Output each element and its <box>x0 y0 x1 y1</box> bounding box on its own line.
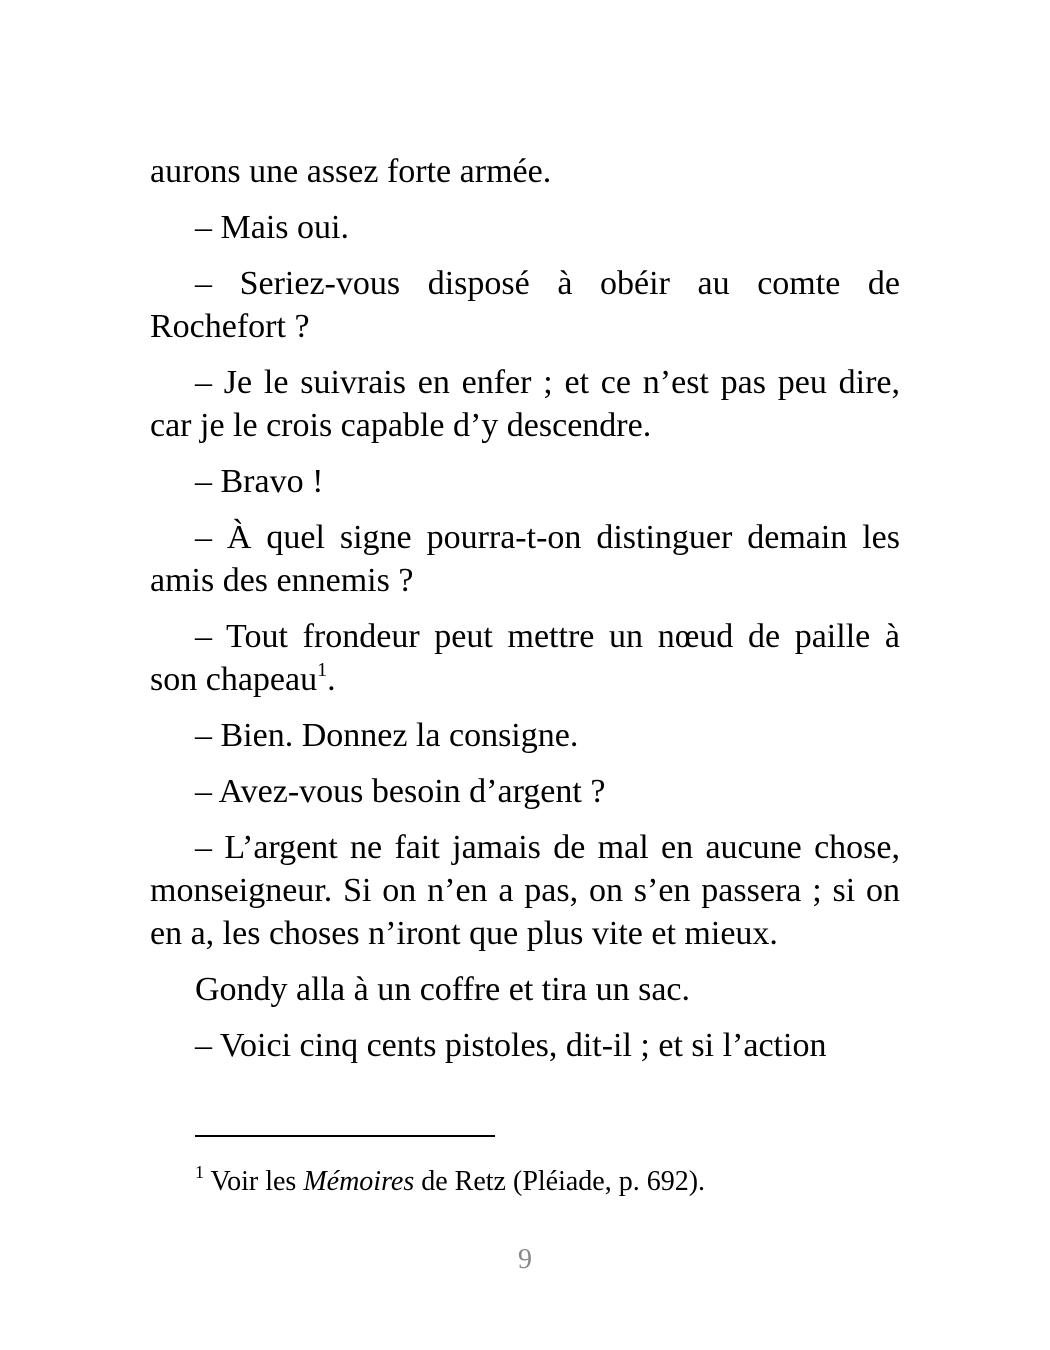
footnote-text-before: Voir les <box>204 1166 304 1197</box>
paragraph: – À quel signe pourra-t-on distinguer demain les amis des ennemis ? <box>150 519 900 599</box>
footnote-number: 1 <box>195 1162 204 1182</box>
footnote <box>195 1162 900 1202</box>
footnote-italic-title: Mémoires <box>303 1166 415 1197</box>
paragraph: – Avez-vous besoin d’argent ? <box>195 773 606 810</box>
footnote-reference[interactable]: 1 <box>317 659 328 681</box>
paragraph: – Mais oui. <box>195 209 349 246</box>
paragraph-text: – Tout frondeur peut mettre un nœud de paille à son chapeau <box>150 618 900 698</box>
paragraph: – Je le suivrais en enfer ; et ce n’est pas peu dire, car je le crois capable d’y descendre. <box>150 364 900 444</box>
paragraph: – Voici cinq cents pistoles, dit-il ; et si l’action <box>195 1027 827 1064</box>
paragraph: – L’argent ne fait jamais de mal en aucune chose, monseigneur. Si on n’en a pas, on s’en passera ; si on en a, les choses n’iront que plus vite et mieux. <box>150 829 900 952</box>
paragraph: Gondy alla à un coffre et tira un sac. <box>195 971 691 1008</box>
page-number: 9 <box>518 1244 532 1275</box>
paragraph-with-note <box>150 615 900 701</box>
footnote-text-after: de Retz (Pléiade, p. 692). <box>414 1166 706 1197</box>
paragraph: aurons une assez forte armée. <box>150 153 552 190</box>
footnote-separator <box>195 1135 495 1137</box>
paragraph: – Bien. Donnez la consigne. <box>195 717 579 754</box>
main-text <box>150 150 900 1080</box>
paragraph-suffix: . <box>327 661 336 698</box>
paragraph: – Bravo ! <box>195 463 324 500</box>
paragraph: – Seriez-vous disposé à obéir au comte de Rochefort ? <box>150 265 900 345</box>
